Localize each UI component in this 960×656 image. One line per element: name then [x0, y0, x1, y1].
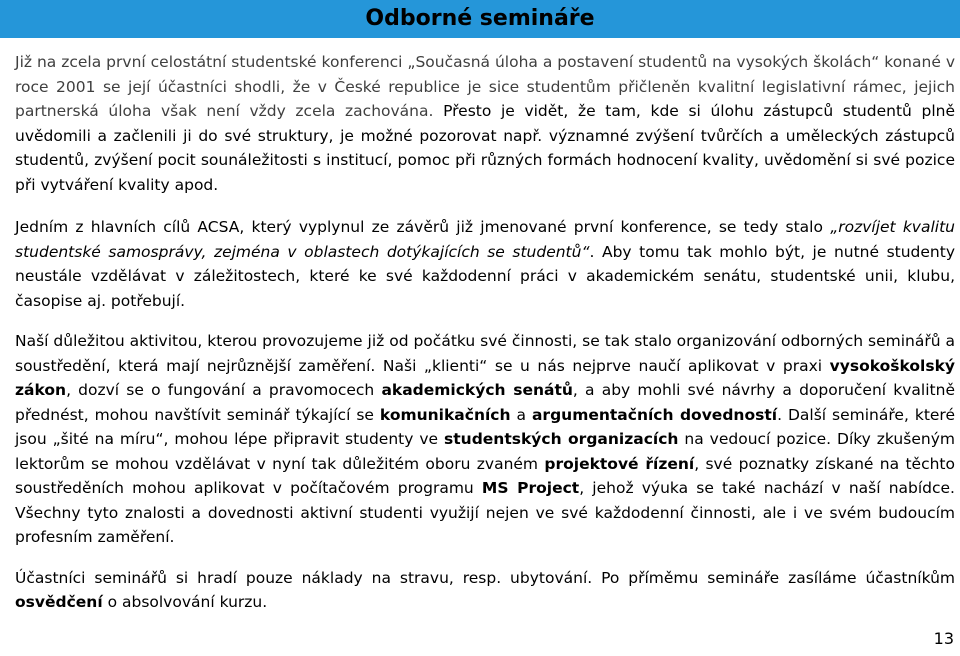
paragraph-2-text-a: Jedním z hlavních cílů ACSA, který vyplynul ze závěrů již jmenované první konference, se tedy stalo [15, 218, 831, 236]
paragraph-4-text-a: Účastníci seminářů si hradí pouze náklady na stravu, resp. ubytování. Po příměmu semináře zasíláme účastníkům [15, 568, 955, 587]
paragraph-3-s6: . Další semináře, které jsou „šité na míru“, mohou lépe připravit studenty ve [15, 405, 956, 448]
bold-argumentacnich-dovednosti: argumentačních dovedností [531, 405, 778, 424]
paragraph-3-s3: , dozví se o fungování a pravomocech [66, 381, 382, 399]
paragraph-4 [15, 566, 955, 615]
paragraph-3-s1: Naší důležitou aktivitou, kterou provozujeme již od počátku své činnosti, se tak stalo organizování odborných seminářů a soustředění, která mají nejrůznější zaměření. [15, 332, 955, 375]
paragraph-3-s5: a [510, 405, 532, 424]
paragraph-1-intro: Již na zcela první celostátní studentské konferenci „Současná úloha a postavení studentů na vysokých školách“ konané v roce 2001 se její účastníci shodli, že v České republice je sice studentům přičleněn kvalitní legislativní rámec, jejich partnerská úloha však není vždy zcela zachována. [15, 53, 955, 120]
bold-osvedceni: osvědčení [15, 593, 103, 611]
bold-studentskych-organizacich: studentských organizacích [444, 430, 679, 448]
page-number: 13 [933, 629, 954, 648]
bold-vysokoskolsky-zakon: vysokoškolský zákon [15, 356, 955, 399]
paragraph-3-s9: , jehož výuka se také nachází v naší nabídce. Všechny tyto znalosti a dovednosti aktivní studenti využijí nejen ve své každodenní činnosti, ale i ve svém budoucím profesním zaměření. [15, 479, 955, 546]
paragraph-2-italic-quote: „rozvíjet kvalitu studentské samosprávy, zejména v oblastech dotýkajících se studentů“ [15, 218, 955, 261]
paragraph-3-s7: na vedoucí pozice. Díky zkušeným lektorům se mohou vzdělávat v nyní tak důležitém oboru zvaném [15, 430, 955, 473]
paragraph-3 [15, 329, 955, 550]
bold-ms-project: MS Project [481, 479, 580, 497]
bold-akademickych-senatu: akademických senátů [381, 381, 573, 399]
paragraph-1 [15, 50, 955, 197]
paragraph-3-s4: , a aby mohli své návrhy a doporučení kvalitně přednést, mohou navštívit seminář týkající se [15, 381, 955, 424]
paragraph-1-rest: Přesto je vidět, že tam, kde si úlohu zástupců studentů plně uvědomili a začlenili ji do své struktury, je možné pozorovat např. významné zvýšení tvůrčích a uměleckých zástupců studentů, zvýšení pocit sounáležitosti s institucí, pomoc při různých formách hodnocení kvality, uvědomění si své pozice při vytváření kvality apod. [15, 102, 955, 194]
page-title: Odborné semináře [365, 6, 595, 31]
paragraph-3-s8: , své poznatky získané na těchto soustředěních mohou aplikovat v počítačovém programu [15, 454, 955, 497]
document-body [15, 50, 955, 631]
bold-projektove-rizeni: projektové řízení [544, 454, 695, 473]
paragraph-2 [15, 215, 955, 313]
paragraph-2-text-c: . Aby tomu tak mohlo být, je nutné studenty neustále vzdělávat v záležitostech, které ke své každodenní práci v akademickém senátu, studentské unii, klubu, časopise aj. potřebují. [15, 242, 955, 310]
paragraph-4-text-c: o absolvování kurzu. [102, 593, 268, 611]
bold-komunikacnich: komunikačních [379, 405, 511, 424]
paragraph-3-s2: Naši „klienti“ se u nás nejprve naučí aplikovat v praxi [375, 356, 830, 375]
